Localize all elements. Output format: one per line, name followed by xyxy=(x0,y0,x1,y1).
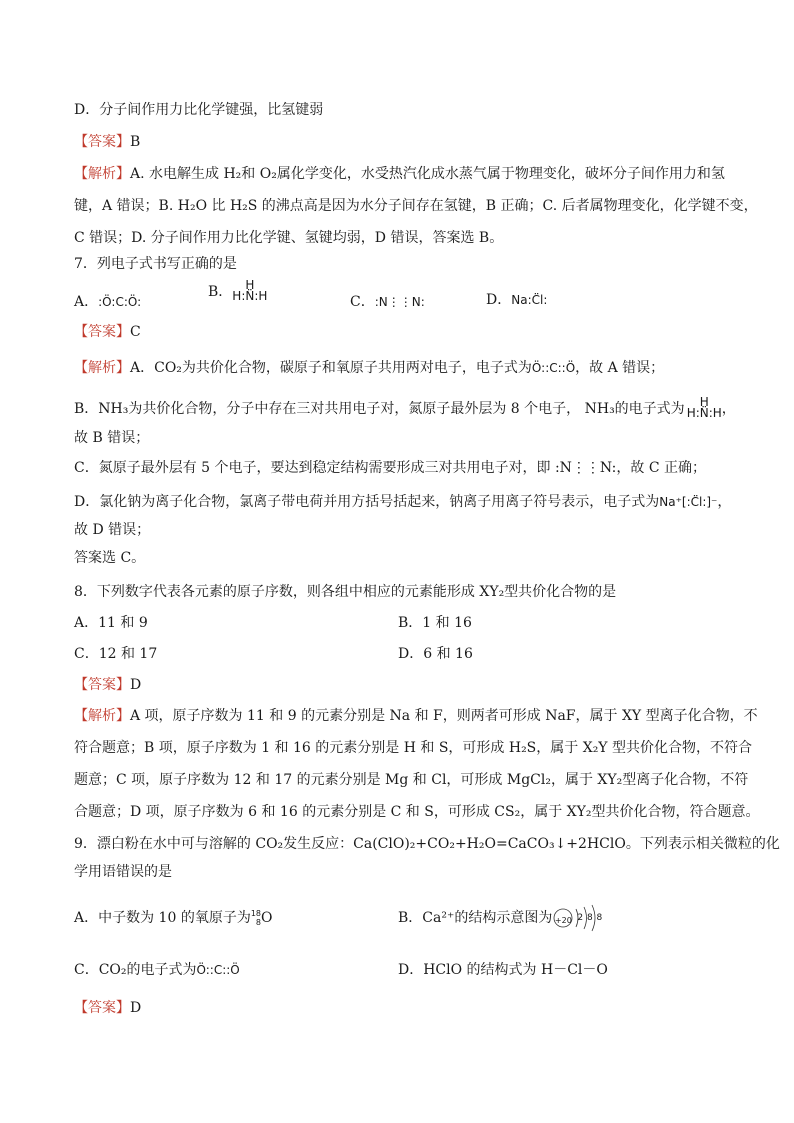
q8-option-c: C．12 和 17 xyxy=(74,646,158,662)
option-text: C．CO₂的电子式为 xyxy=(74,962,197,978)
electron-formula: :Ö:C:Ö: xyxy=(98,295,142,309)
nucleus-charge: +20 xyxy=(554,916,572,925)
answer-value: C xyxy=(130,324,141,340)
analysis-8-line1 xyxy=(74,706,758,726)
analysis-text: ， xyxy=(717,494,732,510)
answer-value: B xyxy=(130,134,141,150)
q9-option-d: D．HClO 的结构式为 H－Cl－O xyxy=(398,962,608,978)
electron-formula: H:N̈:H xyxy=(686,406,722,420)
analysis-text: B．NH₃为共价化合物，分子中存在三对共用电子对，氮原子最外层为 8 个电子， NH₃的电子式为 xyxy=(74,401,685,417)
answer-6 xyxy=(74,132,734,152)
q9-option-b xyxy=(398,908,606,928)
analysis-6-line3: C 错误；D. 分子间作用力比化学键、氢键均弱，D 错误，答案选 B。 xyxy=(74,230,504,246)
ion-structure-diagram xyxy=(552,908,606,928)
analysis-tag: 【解析】 xyxy=(74,708,130,724)
answer-8 xyxy=(74,675,734,695)
shell-electrons: 2 8 8 xyxy=(577,913,603,923)
q6-option-d: D．分子间作用力比化学键强，比氢键弱 xyxy=(74,102,324,118)
answer-7 xyxy=(74,322,734,342)
analysis-6-line1 xyxy=(74,164,734,184)
analysis-8-line2: 符合题意；B 项，原子序数为 1 和 16 的元素分别是 H 和 S，可形成 H₂S，属于 X₂Y 型共价化合物，不符合 xyxy=(74,740,752,756)
answer-tag: 【答案】 xyxy=(74,324,130,340)
analysis-8-line3: 题意；C 项，原子序数为 12 和 17 的元素分别是 Mg 和 Cl，可形成 MgCl₂，属于 XY₂型离子化合物，不符 xyxy=(74,772,749,788)
q9-option-a xyxy=(74,908,273,928)
electron-formula: Na⁺[:C̈l:]⁻ xyxy=(659,495,718,509)
question-9-line1: 9．漂白粉在水中可与溶解的 CO₂发生反应：Ca(ClO)₂+CO₂+H₂O=CaCO₃↓+2HClO。下列表示相关微粒的化 xyxy=(74,836,780,852)
analysis-text: ，故 A 错误； xyxy=(575,360,665,376)
q8-option-a: A．11 和 9 xyxy=(74,615,148,631)
analysis-7-b xyxy=(74,397,734,419)
answer-tag: 【答案】 xyxy=(74,1000,130,1016)
analysis-8-line4: 合题意；D 项，原子序数为 6 和 16 的元素分别是 C 和 S，可形成 CS₂，属于 XY₂型共价化合物，符合题意。 xyxy=(74,804,760,820)
answer-9 xyxy=(74,998,734,1018)
question-7: 7．列电子式书写正确的是 xyxy=(74,256,237,272)
electron-formula-top: H xyxy=(245,278,255,292)
analysis-text: A．CO₂为共价化合物，碳原子和氧原子共用两对电子，电子式为 xyxy=(130,360,532,376)
answer-tag: 【答案】 xyxy=(74,134,130,150)
analysis-text: D．氯化钠为离子化合物，氯离子带电荷并用方括号括起来，钠离子用离子符号表示，电子式为 xyxy=(74,494,660,510)
q7-option-b xyxy=(208,280,267,302)
option-label: C． xyxy=(350,294,375,310)
q8-option-b: B．1 和 16 xyxy=(398,615,472,631)
q9-option-c xyxy=(74,960,240,980)
electron-formula: Na:C̈l: xyxy=(511,293,548,307)
analysis-tag: 【解析】 xyxy=(74,166,130,182)
analysis-7-d2: 故 D 错误； xyxy=(74,522,151,538)
question-9-line2: 学用语错误的是 xyxy=(74,864,172,880)
analysis-text: A 项，原子序数为 11 和 9 的元素分别是 Na 和 F，则两者可形成 NaF，属于 XY 型离子化合物，不 xyxy=(130,708,758,724)
analysis-7-b2: 故 B 错误； xyxy=(74,430,150,446)
mass-number: 18 xyxy=(250,909,262,918)
answer-tag: 【答案】 xyxy=(74,677,130,693)
option-text: A．中子数为 10 的氧原子为 xyxy=(74,910,251,926)
analysis-text: ， xyxy=(721,401,736,417)
electron-formula: Ö::C::Ö xyxy=(196,963,240,977)
option-label: A． xyxy=(74,294,99,310)
electron-formula-top: H xyxy=(699,395,709,409)
analysis-7-a xyxy=(74,358,734,378)
analysis-7-end: 答案选 C。 xyxy=(74,550,146,566)
q7-option-a xyxy=(74,292,141,312)
analysis-7-d xyxy=(74,492,734,512)
answer-value: D xyxy=(130,677,142,693)
electron-formula: H:N̈:H xyxy=(232,289,268,303)
option-label: D． xyxy=(486,292,512,308)
analysis-text: A. 水电解生成 H₂和 O₂属化学变化，水受热汽化成水蒸气属于物理变化，破坏分子间作用力和氢 xyxy=(130,166,725,182)
element-symbol: O xyxy=(261,910,273,926)
electron-formula: :N⋮⋮N: xyxy=(374,295,425,309)
question-8: 8．下列数字代表各元素的原子序数，则各组中相应的元素能形成 XY₂型共价化合物的是 xyxy=(74,584,617,600)
answer-value: D xyxy=(130,1000,142,1016)
atomic-number: 8 xyxy=(255,918,262,927)
analysis-6-line2: 键，A 错误；B. H₂O 比 H₂S 的沸点高是因为水分子间存在氢键，B 正确；C. 后者属物理变化，化学键不变， xyxy=(74,198,758,214)
electron-formula: Ö::C::Ö xyxy=(531,361,576,375)
option-label: B． xyxy=(208,284,233,300)
q7-option-d xyxy=(486,290,547,310)
option-text: B．Ca²⁺的结构示意图为 xyxy=(398,910,553,926)
q7-option-c xyxy=(350,292,425,312)
analysis-tag: 【解析】 xyxy=(74,360,130,376)
q8-option-d: D．6 和 16 xyxy=(398,646,473,662)
analysis-7-c: C．氮原子最外层有 5 个电子，要达到稳定结构需要形成三对共用电子对，即 :N⋮⋮N:，故 C 正确； xyxy=(74,460,707,476)
